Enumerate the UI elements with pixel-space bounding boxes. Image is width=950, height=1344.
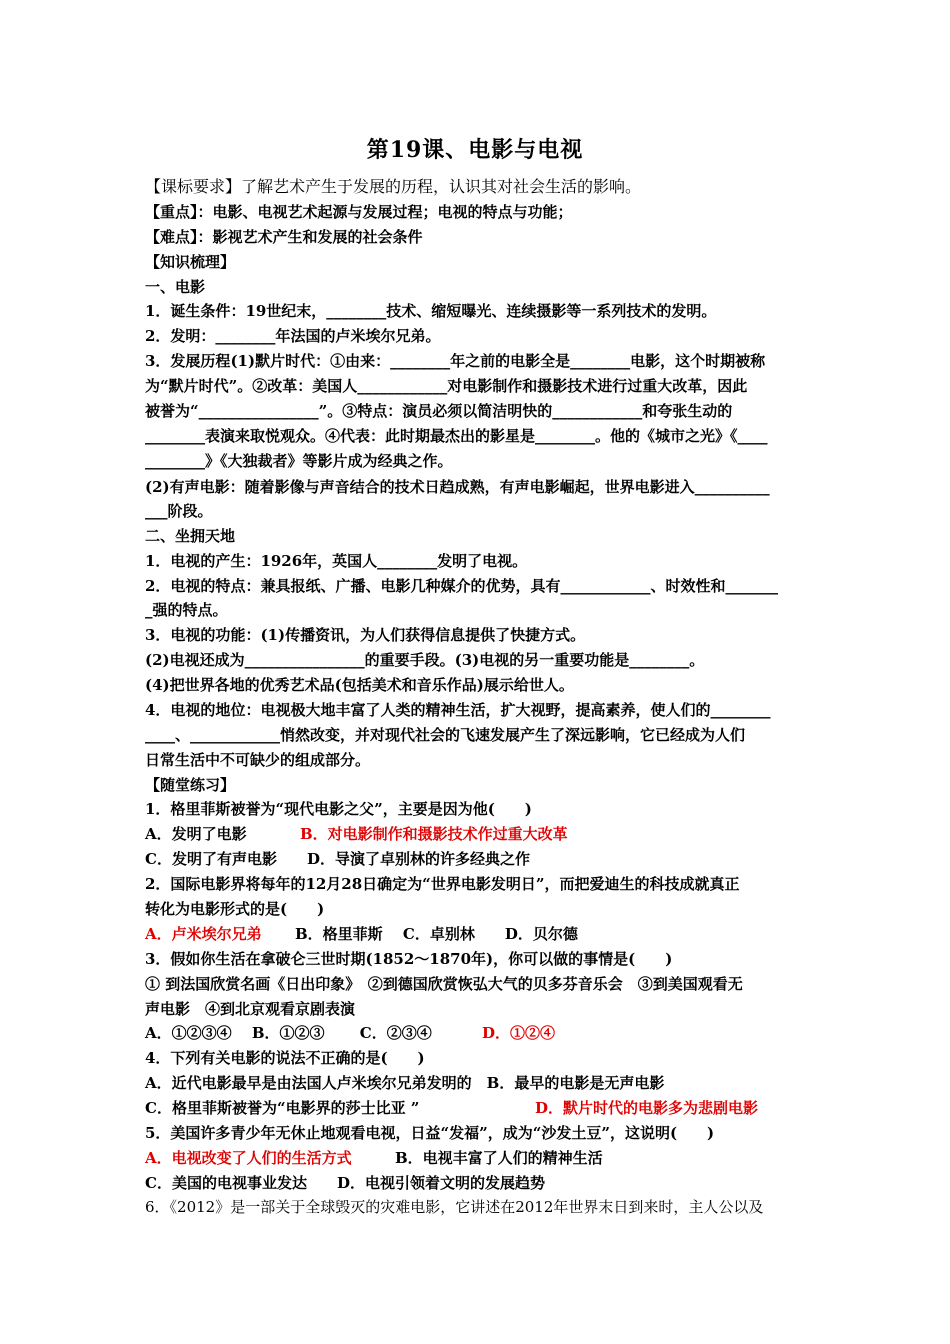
text-line [145, 375, 813, 397]
text-line [145, 350, 813, 372]
line-text: 【难点】：影视艺术产生和发展的社会条件 [145, 228, 423, 246]
line-text: 4．下列有关电影的说法不正确的是( ) [145, 1049, 425, 1067]
text-line [145, 325, 813, 347]
text-line [145, 1047, 813, 1069]
answer-text: D．默片时代的电影多为悲剧电影 [535, 1099, 759, 1117]
text-line [145, 798, 813, 820]
text-line [145, 1172, 813, 1194]
line-text: 5．美国许多青少年无休止地观看电视，日益“发福”，成为“沙发土豆”，这说明( ) [145, 1124, 715, 1142]
line-text: (2)电视还成为________________的重要手段。(3)电视的另一重要功能是________。 [145, 651, 705, 669]
text-line [145, 973, 813, 995]
line-text: 2．电视的特点：兼具报纸、广播、电影几种媒介的优势，具有____________、时效性和_______ [145, 577, 778, 595]
text-line [145, 1097, 813, 1119]
line-text: 【课标要求】了解艺术产生于发展的历程，认识其对社会生活的影响。 [145, 177, 642, 196]
text-line [145, 525, 813, 547]
line-text: C．发明了有声电影 D．导演了卓别林的许多经典之作 [145, 850, 530, 868]
line-text: 1．诞生条件：19世纪末，________技术、缩短曝光、连续摄影等一系列技术的发明。 [145, 302, 717, 320]
text-line [145, 774, 813, 796]
text-line [145, 624, 813, 646]
text-line [145, 699, 813, 721]
text-line [145, 848, 813, 870]
line-text: 2．发明：________年法国的卢米埃尔兄弟。 [145, 327, 441, 345]
line-text: ____、____________悄然改变，并对现代社会的飞速发展产生了深远影响，它已经成为人们 [145, 726, 746, 744]
line-text: 6．《2012》是一部关于全球毁灭的灾难电影，它讲述在2012年世界末日到来时，主人公以及 [145, 1198, 764, 1216]
text-line [145, 998, 813, 1020]
text-line [145, 1122, 813, 1144]
text-line [145, 1196, 813, 1218]
text-line [145, 873, 813, 895]
line-text: ________表演来取悦观众。④代表：此时期最杰出的影星是________。他的《城市之光》《____ [145, 427, 768, 445]
text-line [145, 400, 813, 422]
line-text: ________》《大独裁者》等影片成为经典之作。 [145, 452, 453, 470]
page-title: 第19课、电影与电视 [366, 137, 584, 163]
text-line [145, 201, 813, 223]
line-text: ___阶段。 [145, 502, 213, 520]
line-text: ① 到法国欣赏名画《日出印象》 ②到德国欣赏恢弘大气的贝多芬音乐会 ③到美国观看无 [145, 975, 743, 993]
text-line [145, 649, 813, 671]
line-text: 4．电视的地位：电视极大地丰富了人类的精神生活，扩大视野，提高素养，使人们的________ [145, 701, 771, 719]
line-text: 一、电影 [145, 278, 206, 296]
text-line [145, 948, 813, 970]
line-text: 1．电视的产生：1926年，英国人________发明了电视。 [145, 552, 528, 570]
line-text: 转化为电影形式的是( ) [145, 900, 325, 918]
text-line [145, 500, 813, 522]
text-line [145, 1022, 813, 1044]
text-line [145, 300, 813, 322]
text-line [145, 251, 813, 273]
line-text: A．①②③④ B．①②③ C．②③④ [145, 1024, 432, 1042]
line-text: B．格里菲斯 C．卓别林 D．贝尔德 [295, 925, 578, 943]
text-line [145, 749, 813, 771]
line-text: 被誉为“________________”。③特点：演员必须以简洁明快的____________和夸张生动的 [145, 402, 733, 420]
line-text: 日常生活中不可缺少的组成部分。 [145, 751, 371, 769]
line-text: (2)有声电影：随着影像与声音结合的技术日趋成熟，有声电影崛起，世界电影进入__________ [145, 478, 770, 496]
line-text: (4)把世界各地的优秀艺术品(包括美术和音乐作品)展示给世人。 [145, 676, 574, 694]
line-text: 二、坐拥天地 [145, 527, 236, 545]
line-text: 1．格里菲斯被誉为“现代电影之父”，主要是因为他( ) [145, 800, 532, 818]
text-line [145, 476, 813, 498]
line-text: 3．假如你生活在拿破仑三世时期(1852～1870年)，你可以做的事情是( ) [145, 950, 673, 968]
line-text: 3．发展历程(1)默片时代：①由来：________年之前的电影全是________电影，这个时期被称 [145, 352, 766, 370]
line-text: _强的特点。 [145, 601, 228, 619]
text-line [145, 823, 813, 845]
line-text: A．发明了电影 [145, 825, 247, 843]
line-text: 【随堂练习】 [145, 776, 236, 794]
text-line [145, 450, 813, 472]
line-text: B．电视丰富了人们的精神生活 [395, 1149, 603, 1167]
line-text: A．近代电影最早是由法国人卢米埃尔兄弟发明的 B．最早的电影是无声电影 [145, 1074, 665, 1092]
text-line [145, 724, 813, 746]
text-line [145, 550, 813, 572]
text-line [145, 176, 813, 198]
text-line [145, 674, 813, 696]
text-line [145, 1147, 813, 1169]
line-text: 【重点】：电影、电视艺术起源与发展过程；电视的特点与功能； [145, 203, 573, 221]
line-text: C．美国的电视事业发达 D．电视引领着文明的发展趋势 [145, 1174, 545, 1192]
line-text: 3．电视的功能：(1)传播资讯，为人们获得信息提供了快捷方式。 [145, 626, 586, 644]
line-text: C．格里菲斯被誉为“电影界的莎士比亚 ” [145, 1099, 420, 1117]
text-line [145, 599, 813, 621]
line-text: 2．国际电影界将每年的12月28日确定为“世界电影发明日”，而把爱迪生的科技成就真正 [145, 875, 740, 893]
text-line [145, 276, 813, 298]
text-line [145, 898, 813, 920]
text-line [145, 923, 813, 945]
text-line [145, 575, 813, 597]
text-line [145, 425, 813, 447]
text-line [145, 1072, 813, 1094]
answer-text: B．对电影制作和摄影技术作过重大改革 [300, 825, 568, 843]
answer-text: A．电视改变了人们的生活方式 [145, 1149, 352, 1167]
line-text: 为“默片时代”。②改革：美国人____________对电影制作和摄影技术进行过重大改革，因此 [145, 377, 748, 395]
answer-text: D．①②④ [482, 1024, 556, 1042]
answer-text: A．卢米埃尔兄弟 [145, 925, 262, 943]
line-text: 声电影 ④到北京观看京剧表演 [145, 1000, 356, 1018]
line-text: 【知识梳理】 [145, 253, 236, 271]
text-line [145, 226, 813, 248]
